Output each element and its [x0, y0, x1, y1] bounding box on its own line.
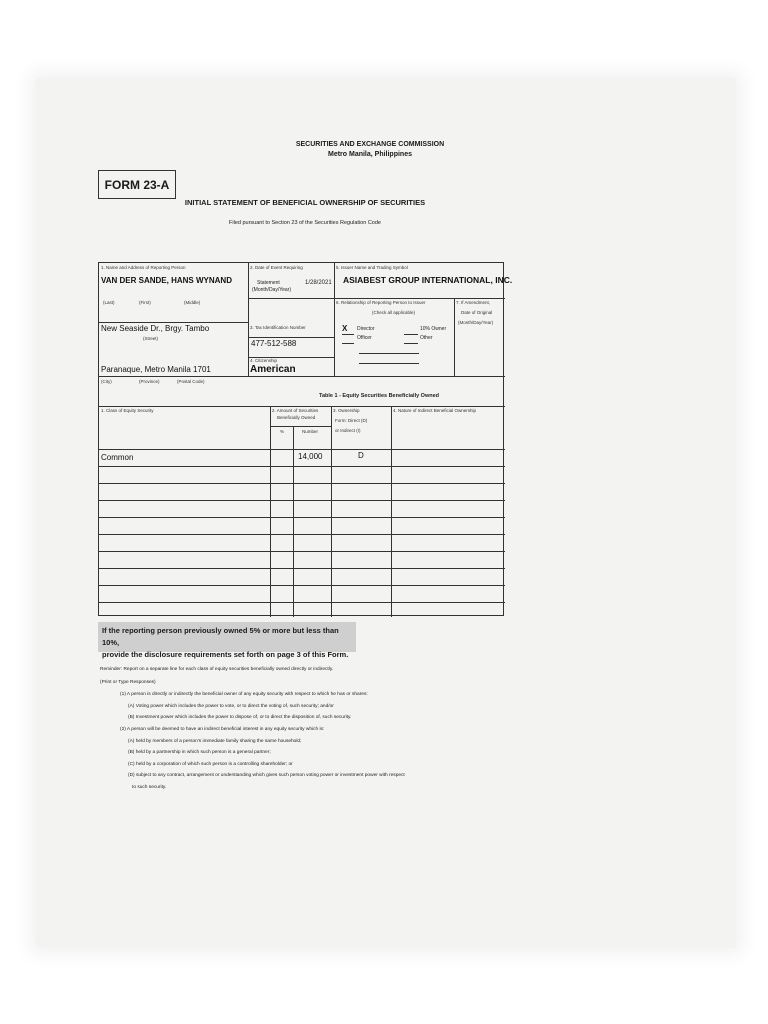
form-name: FORM 23-A: [104, 177, 170, 192]
agency-location: Metro Manila, Philippines: [327, 151, 412, 158]
col-form-header-2: Form: Direct (D): [335, 418, 368, 423]
city-label: (City): [101, 379, 112, 384]
col-percent-header: %: [280, 429, 285, 434]
col-form-header: 3. Ownership: [333, 408, 360, 413]
amendment-label: 7. If Amendment,: [456, 300, 491, 305]
col-form-header-3: or Indirect (I): [335, 428, 361, 433]
ten-percent-owner-label: 10% Owner: [420, 326, 447, 332]
reminder-line-10: (D) subject to any contract, arrangement or understanding which gives such person voting power or investment power with respect: [128, 773, 405, 778]
tin-label: 3. Tax Identification Number: [250, 325, 306, 330]
city-address: Paranaque, Metro Manila 1701: [101, 365, 211, 374]
amendment-sub2: (Month/Day/Year): [458, 320, 494, 325]
reminder-line-11: to such security.: [132, 785, 167, 790]
province-label: (Province): [139, 379, 160, 384]
director-label: Director: [357, 326, 375, 332]
agency-name: SECURITIES AND EXCHANGE COMMISSION: [295, 140, 445, 149]
amendment-sub1: Date of Original: [461, 310, 493, 315]
row-number: 14,000: [298, 452, 323, 461]
relationship-sub: (Check all applicable): [372, 310, 416, 315]
note-line-2: provide the disclosure requirements set forth on page 3 of this Form.: [102, 650, 349, 659]
other-label: Other: [420, 335, 433, 341]
form-title: INITIAL STATEMENT OF BENEFICIAL OWNERSHIP OF SECURITIES: [184, 198, 426, 207]
col-nature-header: 4. Nature of Indirect Beneficial Ownership: [393, 408, 477, 413]
reminder-line-3: (1) A person is directly or indirectly the beneficial owner of any equity security with respect to which he has or shares:: [120, 692, 368, 697]
col-amount-header: 2. Amount of Securities: [272, 408, 319, 413]
form-name-box: [98, 170, 176, 199]
form-subtitle: Filed pursuant to Section 23 of the Securities Regulation Code: [229, 220, 381, 226]
event-date-sub1: Statement: [257, 280, 280, 286]
col-amount-header-2: Beneficially Owned: [277, 415, 316, 420]
name-label-first: (First): [139, 300, 151, 305]
citizenship-value: American: [250, 364, 296, 375]
tin-value: 477-512-588: [251, 339, 297, 348]
postal-code-label: (Postal Code): [177, 379, 205, 384]
reminder-line-2: (Print or Type Responses): [100, 680, 156, 685]
note-line-1: If the reporting person previously owned 5% or more but less than 10%,: [102, 626, 339, 647]
ownership-form: [98, 262, 513, 616]
event-date-label: 2. Date of Event Requiring: [250, 265, 303, 270]
col-class-header: 1. Class of Equity Security: [101, 408, 154, 413]
event-date-value: 1/28/2021: [305, 280, 332, 286]
reminder-line-8: (B) held by a partnership in which such person is a general partner;: [128, 750, 271, 755]
reminder-line-9: (C) held by a corporation of which such person is a controlling shareholder; or: [128, 762, 293, 767]
director-check-mark: X: [342, 324, 348, 333]
relationship-label: 6. Relationship of Reporting Person to Issuer: [336, 300, 426, 305]
reporting-person-name: VAN DER SANDE, HANS WYNAND: [101, 276, 232, 285]
reminder-line-6: (2) A person will be deemed to have an indirect beneficial interest in any equity security which is:: [120, 727, 325, 732]
reminder-line-1: Reminder: Report on a separate line for each class of equity securities beneficially owned directly or indirectly.: [100, 667, 334, 672]
citizenship-label: 4. Citizenship: [250, 358, 278, 363]
disclosure-note: [98, 622, 356, 659]
street-address: New Seaside Dr., Brgy. Tambo: [101, 324, 210, 333]
reminder-line-5: (B) Investment power which includes the power to dispose of, or to direct the disposition of, such security.: [128, 715, 352, 720]
issuer-name: ASIABEST GROUP INTERNATIONAL, INC.: [343, 275, 513, 285]
event-date-sub2: (Month/Day/Year): [252, 287, 291, 293]
reminder-line-4: (A) Voting power which includes the power to vote, or to direct the voting of, such security; and/or: [128, 704, 334, 709]
name-label-last: (Last): [103, 300, 115, 305]
issuer-label: 5. Issuer Name and Trading Symbol: [336, 265, 408, 270]
row-form: D: [358, 451, 364, 460]
row-class: Common: [101, 453, 134, 462]
street-label: (Street): [143, 336, 159, 341]
name-label-middle: (Middle): [184, 300, 201, 305]
col-number-header: Number: [302, 429, 319, 434]
table-title: Table 1 - Equity Securities Beneficially Owned: [319, 393, 440, 399]
reminder-line-7: (A) held by members of a person's immediate family sharing the same household;: [128, 739, 302, 744]
reporting-person-label: 1. Name and Address of Reporting Person: [101, 265, 186, 270]
officer-label: Officer: [357, 335, 372, 341]
